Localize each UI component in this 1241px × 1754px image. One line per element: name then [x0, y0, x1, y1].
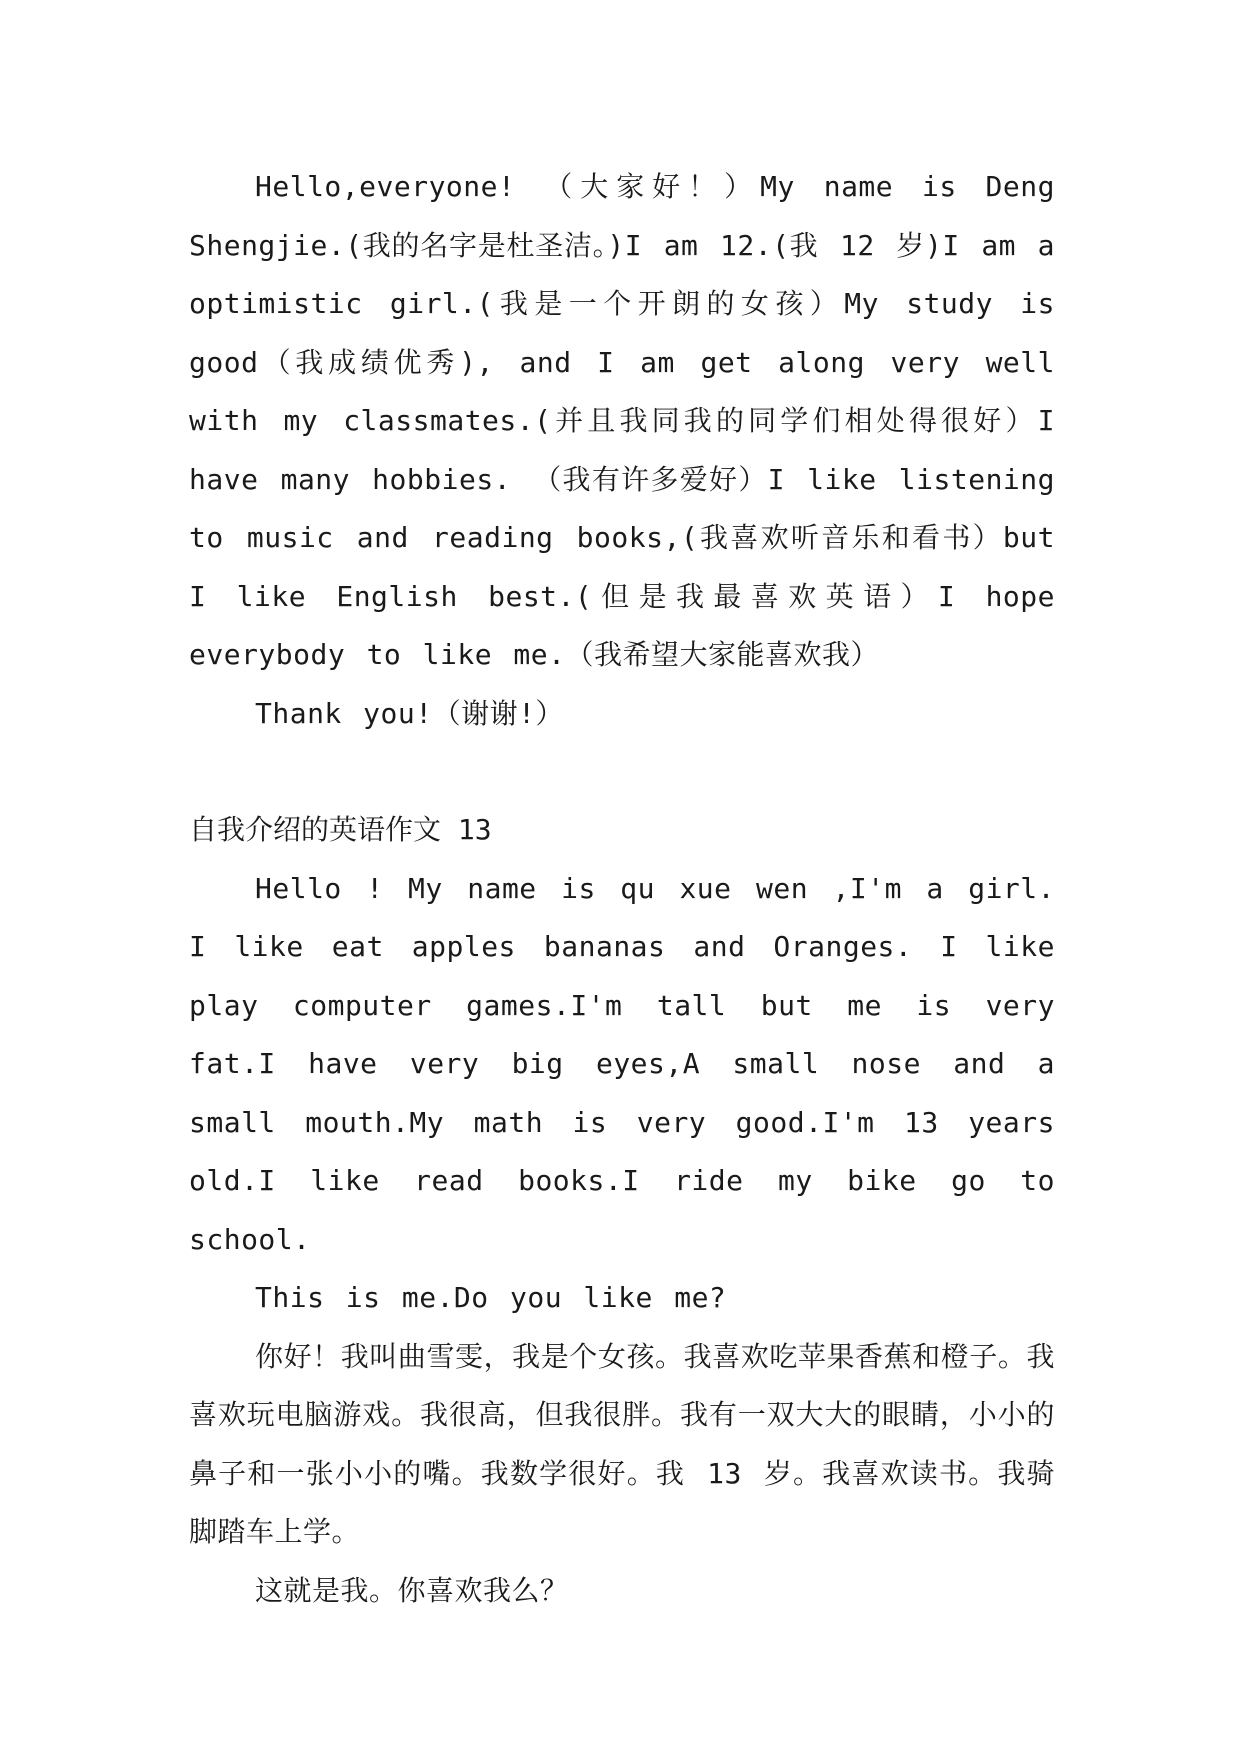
document-page: [189, 158, 1055, 1620]
essay-closing: This is me.Do you like me?: [255, 1281, 727, 1314]
essay-translation-closing: 这就是我。你喜欢我么？: [255, 1573, 569, 1607]
essay-closing: Thank you!（谢谢!）: [255, 696, 564, 730]
essay-paragraph: Hello ! My name is qu xue wen ,I'm a girl. I like eat apples bananas and Oranges. I like play computer games.I'm tall but me is very fat.I have very big eyes,A small nose and a small mouth.My math is very good.I'm 13 years old.I like read books.I ride my bike go to school.: [189, 871, 1055, 1256]
essay-paragraph: Hello,everyone! （大家好！）My name is Deng Shengjie.(我的名字是杜圣洁。)I am 12.(我 12 岁)I am a optimistic girl.(我是一个开朗的女孩）My study is good（我成绩优秀), and I am get along very well with my classmates.(并且我同我的同学们相处得很好）I have many hobbies. （我有许多爱好）I like listening to music and reading books,(我喜欢听音乐和看书）but I like English best.(但是我最喜欢英语）I hope everybody to like me.（我希望大家能喜欢我）: [189, 170, 1055, 671]
section-heading: 自我介绍的英语作文 13: [189, 813, 492, 846]
essay-translation-paragraph: 你好！我叫曲雪雯，我是个女孩。我喜欢吃苹果香蕉和橙子。我喜欢玩电脑游戏。我很高，但我很胖。我有一双大大的眼睛，小小的鼻子和一张小小的嘴。我数学很好。我 13 岁。我喜欢读书。我骑脚踏车上学。: [189, 1339, 1055, 1548]
